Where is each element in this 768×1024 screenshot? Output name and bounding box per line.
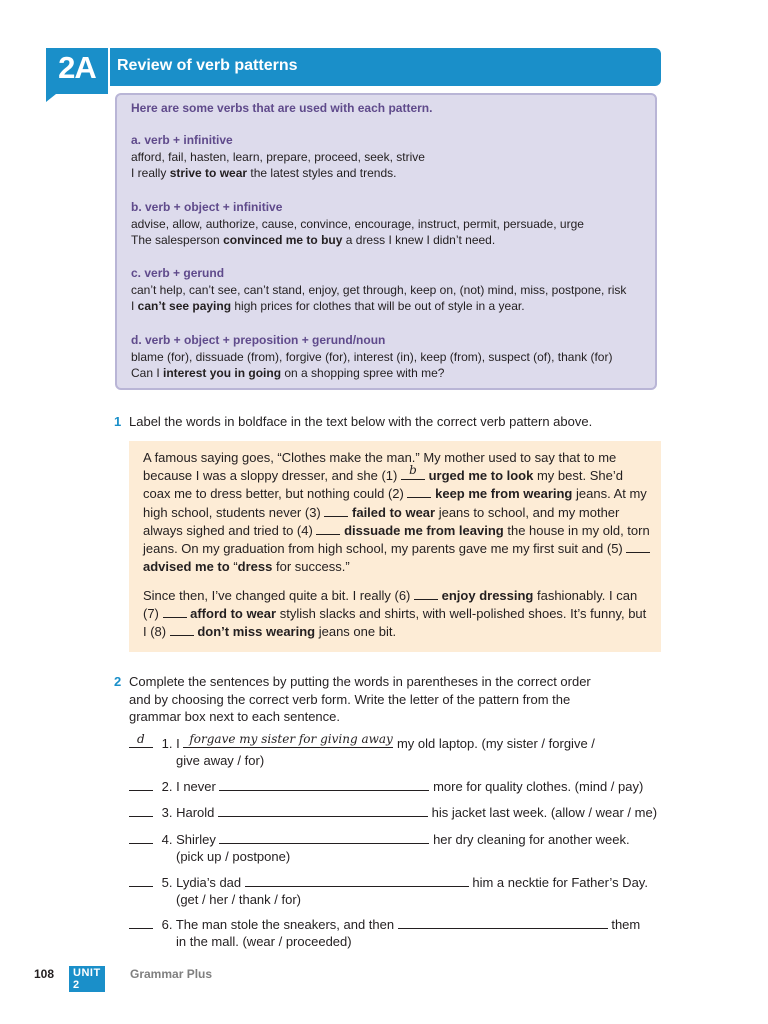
passage-text: for success.” [272,559,350,575]
passage-text: my best. She’d coax me to dress better, but nothing could (2) [143,468,623,502]
item-text: my old laptop. (my sister / forgive / [393,736,595,751]
pattern-verbs: blame (for), dissuade (from), forgive (for), interest (in), keep (from), suspect (of), thank (for) [131,349,613,364]
passage-text: stylish slacks and shirts, with well-polished shoes. It’s funny, but I (8) [143,606,647,640]
pattern-letter-blank[interactable] [129,777,153,791]
example-text: I really [131,166,170,180]
pattern-a [131,132,651,182]
pattern-example [131,232,651,249]
section-header [46,48,661,86]
passage-text: jeans one bit. [315,624,397,640]
answer-blank-4[interactable] [316,522,340,535]
pattern-letter-blank[interactable] [129,830,153,844]
pattern-c [131,265,651,315]
example-text: The salesperson [131,233,224,247]
item-text: Harold [176,805,219,820]
handwritten-answer: forgave my sister for giving away [189,732,393,746]
item-text: his jacket last week. (allow / wear / me) [428,805,658,820]
answer-blank-2[interactable] [407,485,431,498]
passage-text: fashionably. I can (7) [143,588,638,622]
answer-blank-1[interactable] [401,463,425,480]
bold-phrase: failed to wear [352,504,436,520]
item-text: him a necktie for Father’s Day. [468,875,648,890]
passage-text: “ [229,559,238,575]
bold-phrase: don’t miss wearing [197,624,316,640]
pattern-letter-blank[interactable] [129,734,153,748]
answer-line[interactable] [245,873,469,887]
pattern-b [131,199,651,249]
passage-text: the house in my old, torn jeans. On my graduation from high school, my parents gave me my first suit and (5) [143,522,650,557]
passage-paragraph-1 [143,449,653,576]
pattern-verbs: can’t help, can’t see, can’t stand, enjoy, get through, keep on, (not) mind, miss, postpone, risk [131,282,627,297]
bold-phrase: urged me to look [428,468,534,484]
exercise-1-number: 1 [114,414,122,429]
item-continuation: (get / her / thank / for) [176,892,301,907]
reading-passage [129,441,661,652]
passage-text: Since then, I’ve changed quite a bit. I really (6) [143,588,414,603]
handwritten-letter: d [137,732,145,746]
bold-phrase: dress [237,559,273,575]
handwritten-answer: b [409,463,417,478]
answer-line[interactable] [398,915,608,929]
answer-line[interactable] [218,803,428,817]
pattern-verbs: advise, allow, authorize, cause, convince, encourage, instruct, permit, persuade, urge [131,216,584,231]
pattern-letter-blank[interactable] [129,873,153,887]
pattern-heading: a. verb + infinitive [131,133,233,147]
exercise-2-instruction: Complete the sentences by putting the words in parentheses in the correct order and by choosing the correct verb form. Write the letter of the pattern from the grammar box next to each sentence. [129,674,591,724]
exercise-1-instruction: Label the words in boldface in the text below with the correct verb pattern above. [129,414,593,429]
example-bold: strive to wear [169,166,248,180]
passage-paragraph-2 [143,587,653,642]
answer-line[interactable] [219,830,429,844]
exercise-item-6 [129,915,669,950]
example-text: I [131,299,138,313]
grammar-box [115,93,657,390]
answer-blank-7[interactable] [163,605,187,618]
answer-blank-8[interactable] [170,623,194,636]
example-bold: convinced me to buy [223,233,343,247]
page-number: 108 [34,967,55,981]
item-text: Shirley [176,832,220,847]
example-text: on a shopping spree with me? [281,366,445,380]
example-text: Can I [131,366,164,380]
item-text: her dry cleaning for another week. [429,832,630,847]
bold-phrase: advised me to [143,559,230,575]
pattern-example [131,165,651,182]
page-footer [34,967,213,991]
item-number: 4. [161,832,173,847]
item-number: 2. [161,779,173,794]
pattern-example [131,298,651,315]
bold-phrase: keep me from wearing [435,486,573,502]
bold-phrase: enjoy dressing [441,588,534,603]
section-code: 2A [58,50,96,85]
exercise-item-3 [129,803,669,821]
bold-phrase: dissuade me from leaving [344,522,504,538]
answer-line[interactable] [219,777,429,791]
item-text: The man stole the sneakers, and then [175,917,398,932]
item-number: 3. [161,805,173,820]
item-text: them [607,917,641,932]
exercise-item-4 [129,830,669,865]
pattern-heading: b. verb + object + infinitive [131,200,283,214]
pattern-letter-blank[interactable] [129,915,153,929]
item-continuation: give away / for) [176,753,265,768]
example-text: the latest styles and trends. [247,166,397,180]
footer-label: Grammar Plus [130,967,213,981]
item-text: Lydia’s dad [176,875,245,890]
item-number: 5. [161,875,173,890]
item-text: more for quality clothes. (mind / pay) [429,779,644,794]
exercise-item-5 [129,873,669,908]
item-text: I never [176,779,220,794]
pattern-verbs: afford, fail, hasten, learn, prepare, proceed, seek, strive [131,149,425,164]
item-number: 1. [161,736,173,751]
example-text: a dress I knew I didn’t need. [342,233,496,247]
example-bold: interest you in going [163,366,282,380]
example-text: high prices for clothes that will be out of style in a year. [231,299,525,313]
answer-line[interactable] [183,734,393,748]
section-tab [46,48,110,94]
pattern-heading: d. verb + object + preposition + gerund/noun [131,333,386,347]
answer-blank-3[interactable] [324,504,348,517]
pattern-letter-blank[interactable] [129,803,153,817]
section-title: Review of verb patterns [117,57,298,74]
item-text: I [176,736,184,751]
unit-badge: UNIT 2 [69,966,105,992]
passage-text: A famous saying goes, “Clothes make the man.” My mother used to say that to me because I was a sloppy dresser, and she (1) [143,450,617,484]
item-continuation: in the mall. (wear / proceeded) [176,934,352,949]
item-continuation: (pick up / postpone) [176,849,291,864]
passage-text: jeans. At my high school, students never (3) [143,486,647,520]
bold-phrase: afford to wear [190,606,277,622]
passage-text: jeans to school, and my mother always sighed and tried to (4) [143,504,620,538]
answer-blank-5[interactable] [626,540,650,553]
exercise-2-number: 2 [114,674,122,689]
pattern-heading: c. verb + gerund [131,266,225,280]
answer-blank-6[interactable] [414,587,438,600]
example-bold: can’t see paying [137,299,232,313]
exercise-item-2 [129,777,669,795]
item-number: 6. [161,917,173,932]
grammar-intro: Here are some verbs that are used with each pattern. [131,101,433,115]
pattern-example [131,365,651,382]
exercise-item-1 [129,734,669,769]
pattern-d [131,332,651,382]
